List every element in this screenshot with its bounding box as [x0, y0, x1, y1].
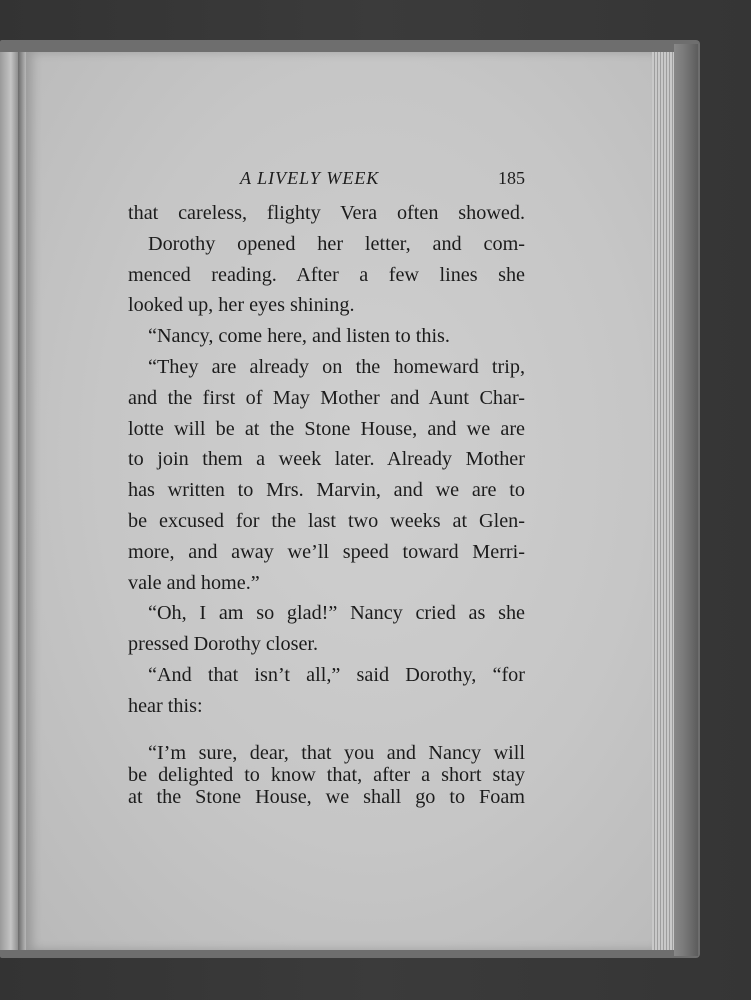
text-line: has written to Mrs. Marvin, and we are to: [128, 479, 525, 502]
text-line: more, and away we’ll speed toward Merri-: [128, 540, 525, 563]
running-head: [128, 168, 525, 198]
letter-line: be delighted to know that, after a short stay: [128, 763, 525, 786]
text-line: Dorothy opened her letter, and com-: [148, 232, 525, 255]
text-line: vale and home.”: [128, 571, 260, 594]
letter-line: at the Stone House, we shall go to Foam: [128, 785, 525, 808]
text-line: pressed Dorothy closer.: [128, 633, 319, 656]
page-text: [128, 168, 525, 808]
letter-line: “I’m sure, dear, that you and Nancy will: [148, 741, 525, 764]
cover-edge: [674, 44, 698, 956]
text-line: “They are already on the homeward trip,: [148, 355, 525, 378]
text-line: “Nancy, come here, and listen to this.: [148, 325, 450, 348]
page-edges: [652, 52, 674, 950]
text-line: be excused for the last two weeks at Glen-: [128, 509, 525, 532]
text-line: “And that isn’t all,” said Dorothy, “for: [148, 663, 525, 686]
book-gutter: [18, 52, 26, 950]
letter-excerpt: [128, 742, 525, 808]
text-line: looked up, her eyes shining.: [128, 294, 355, 317]
page-number: 185: [498, 168, 525, 188]
text-line: lotte will be at the Stone House, and we are: [128, 417, 525, 440]
text-line: menced reading. After a few lines she: [128, 263, 525, 286]
text-line: to join them a week later. Already Mother: [128, 448, 525, 471]
body-text: [128, 198, 525, 722]
text-line: and the first of May Mother and Aunt Char-: [128, 386, 525, 409]
text-line: that careless, flighty Vera often showed.: [128, 202, 525, 224]
text-line: “Oh, I am so glad!” Nancy cried as she: [148, 602, 525, 625]
left-page-edge: [0, 52, 18, 950]
text-line: hear this:: [128, 694, 203, 717]
running-title: A LIVELY WEEK: [240, 168, 380, 188]
